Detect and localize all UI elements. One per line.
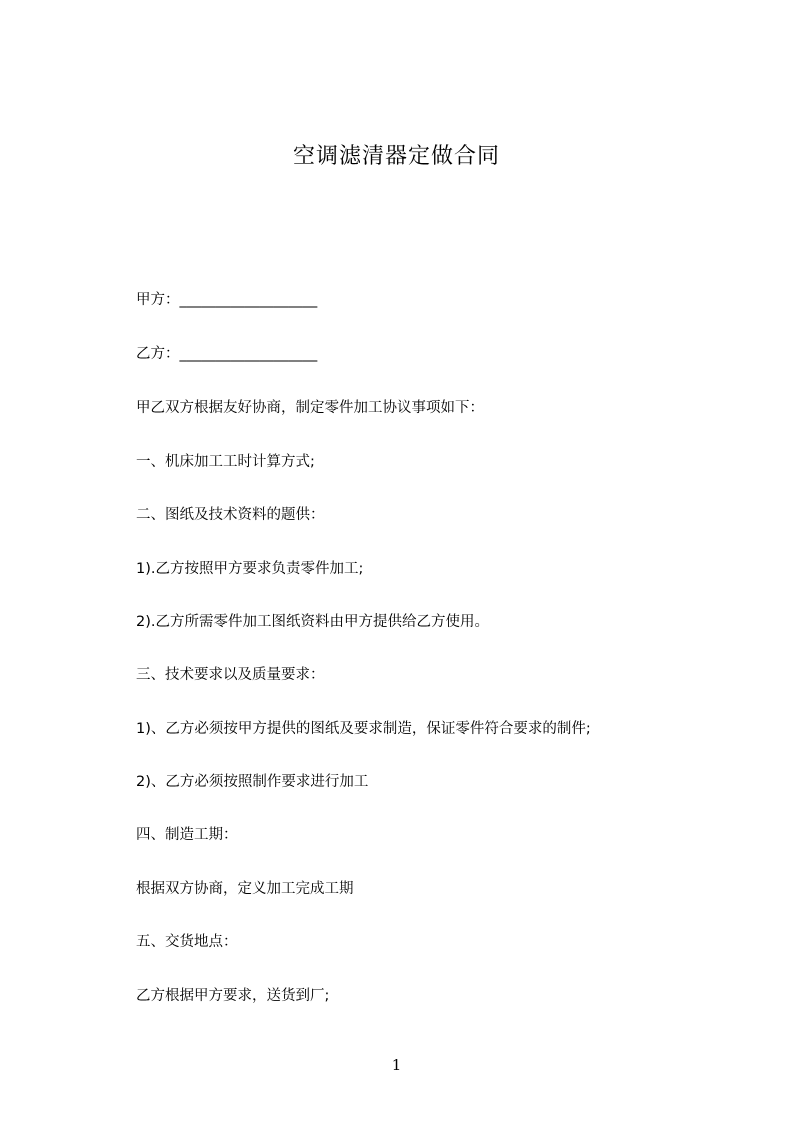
party-b-line: 乙方：___________________: [136, 346, 318, 362]
section-5-body: 乙方根据甲方要求，送货到厂;: [136, 988, 330, 1004]
section-5-heading: 五、交货地点：: [136, 934, 238, 950]
section-2-item-2: 2).乙方所需零件加工图纸资料由甲方提供给乙方使用。: [136, 614, 489, 630]
section-3-item-2: 2)、乙方必须按照制作要求进行加工: [136, 774, 369, 790]
party-a-line: 甲方：___________________: [136, 292, 318, 308]
section-3-item-1: 1)、乙方必须按甲方提供的图纸及要求制造，保证零件符合要求的制件;: [136, 721, 591, 737]
section-2-item-1: 1).乙方按照甲方要求负责零件加工;: [136, 561, 364, 577]
page-number: 1: [391, 1056, 402, 1074]
section-2-heading: 二、图纸及技术资料的题供：: [136, 507, 325, 523]
intro-paragraph: 甲乙双方根据友好协商，制定零件加工协议事项如下：: [136, 400, 484, 416]
document-title: 空调滤清器定做合同: [292, 144, 500, 169]
section-4-body: 根据双方协商，定义加工完成工期: [136, 881, 354, 897]
section-3-heading: 三、技术要求以及质量要求：: [136, 667, 325, 683]
section-1-heading: 一、机床加工工时计算方式;: [136, 454, 315, 470]
section-4-heading: 四、制造工期：: [136, 827, 238, 843]
